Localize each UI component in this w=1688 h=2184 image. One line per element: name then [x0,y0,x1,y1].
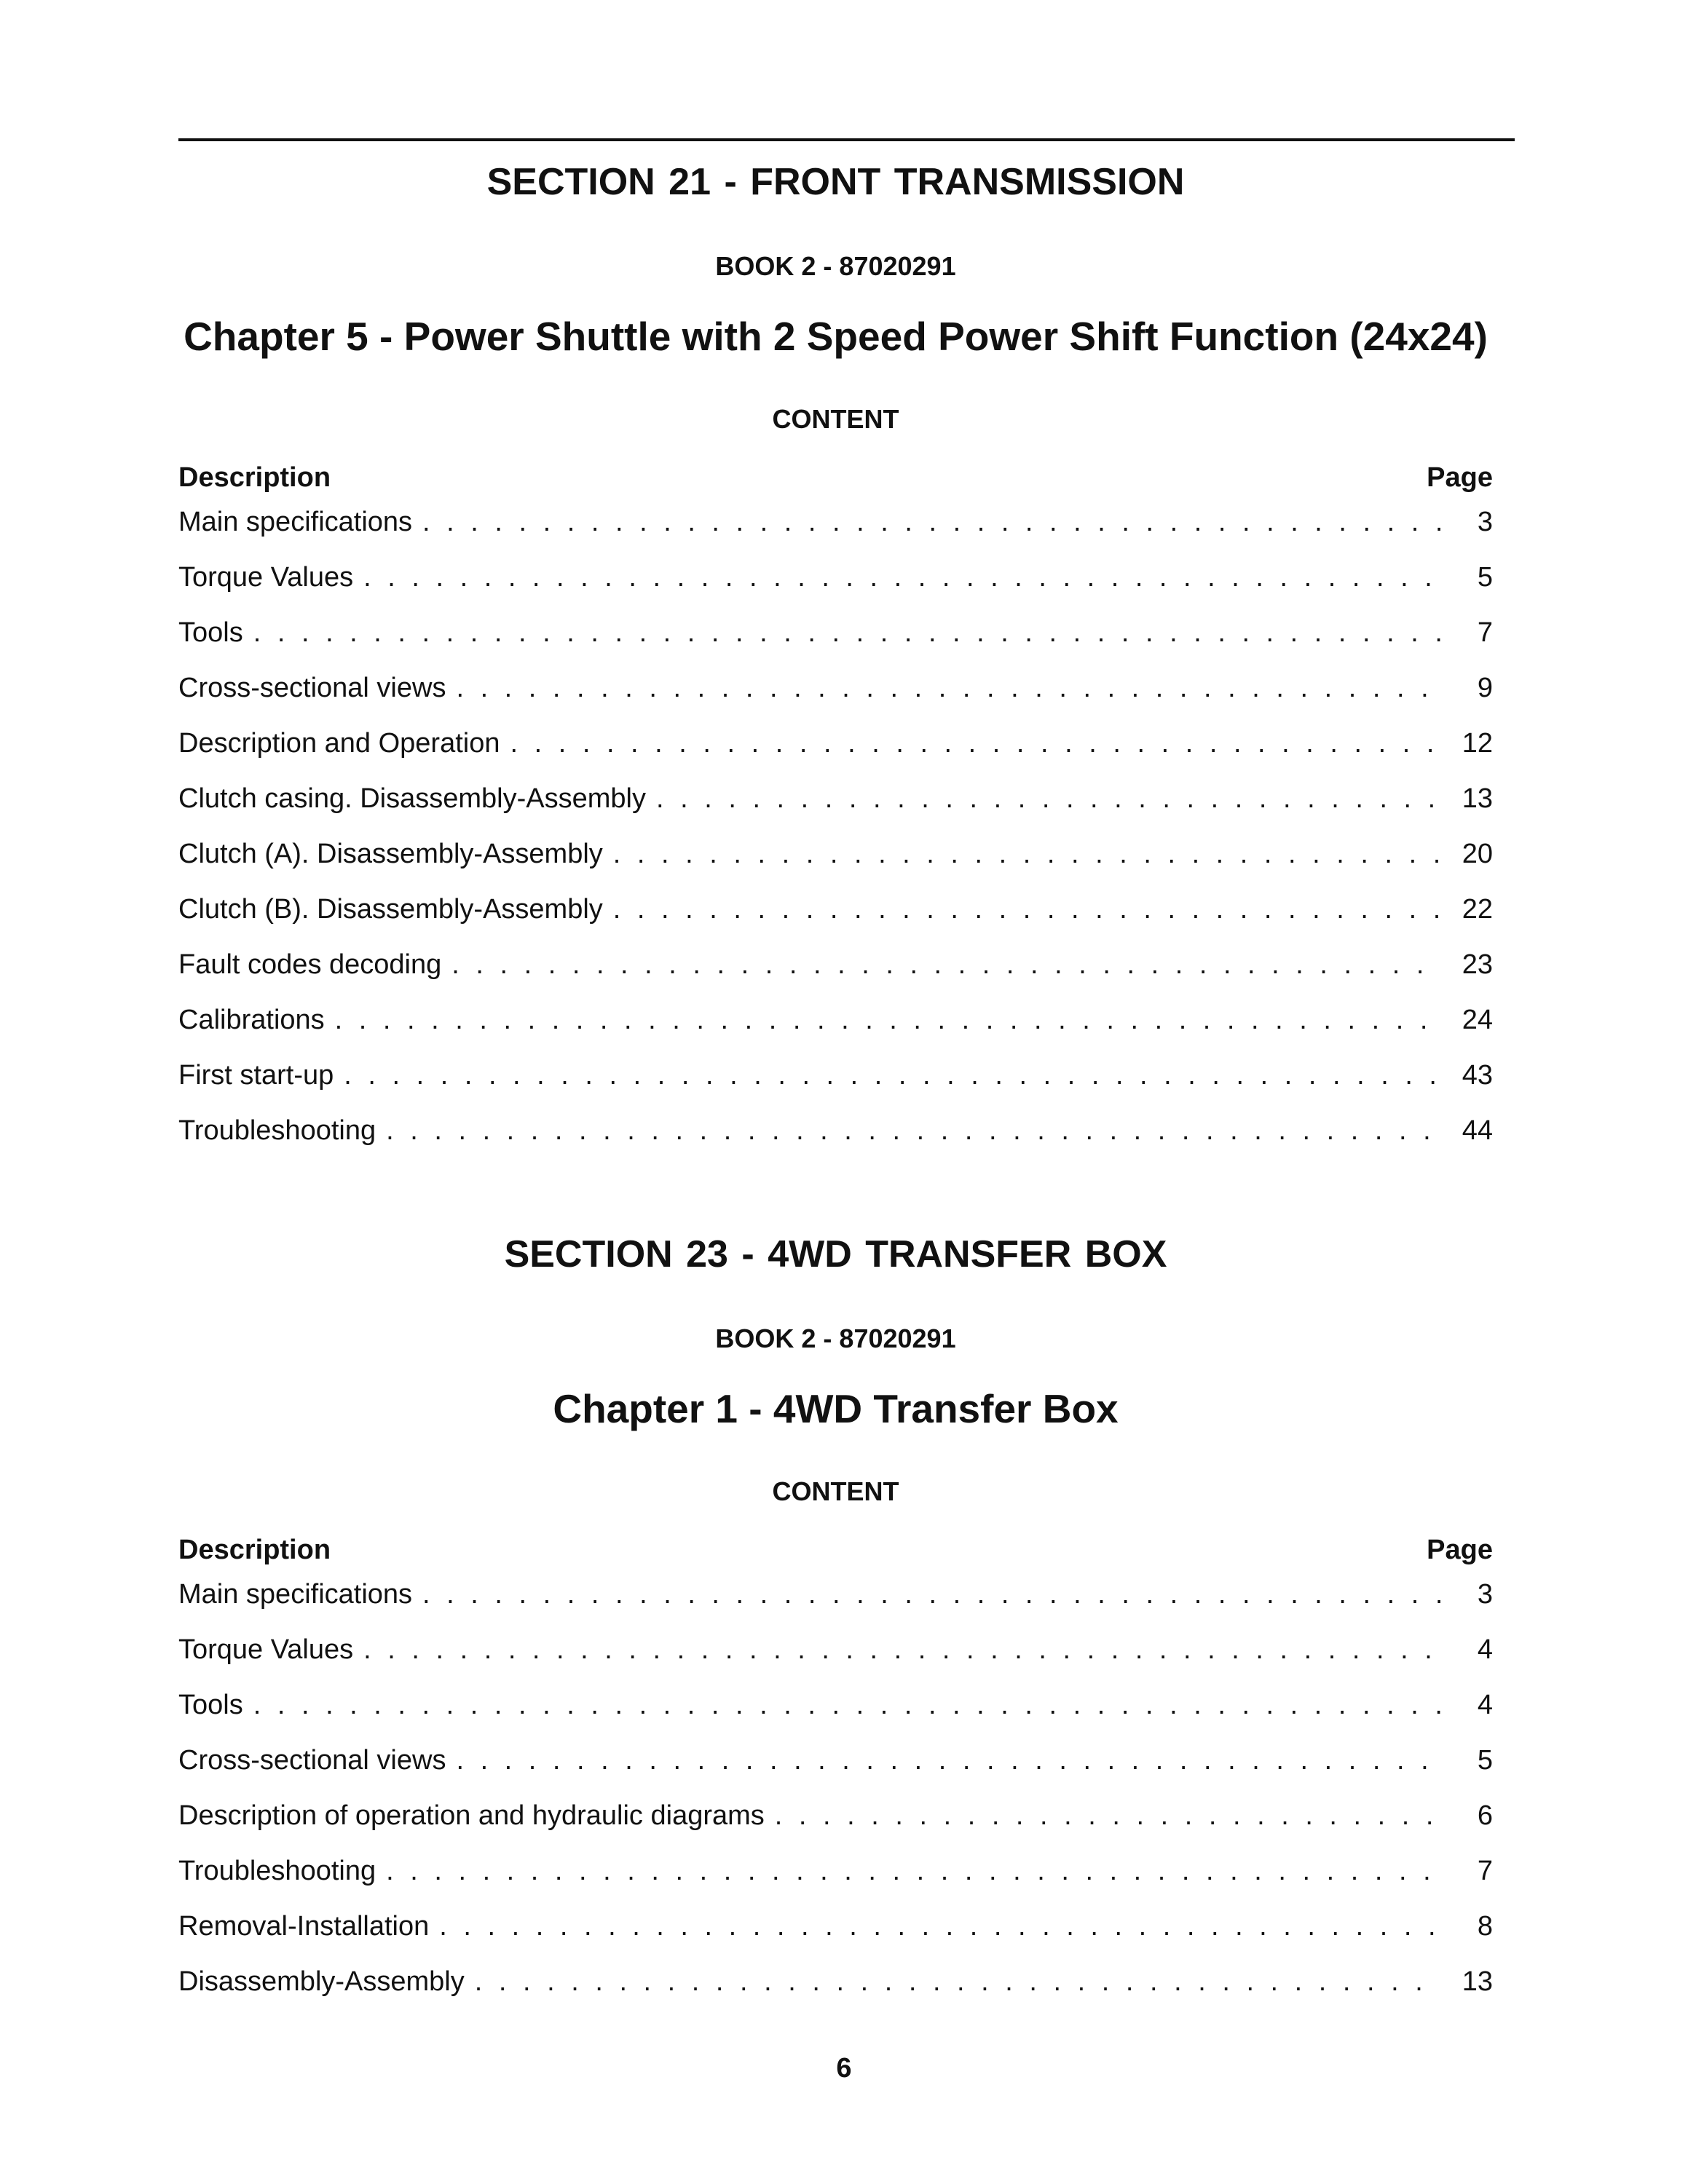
toc-entry-page: 7 [1477,617,1493,648]
dot-leader [253,617,1440,649]
book-title: BOOK 2 - 87020291 [715,251,956,281]
toc-entry [178,562,1493,617]
toc-list [178,1579,1493,2022]
toc-entry-page: 43 [1462,1060,1493,1091]
dot-leader [510,728,1440,759]
toc-entry [178,783,1493,839]
toc-entry-page: 6 [1477,1800,1493,1831]
toc-entry-title: Description and Operation [178,728,500,759]
book-title: BOOK 2 - 87020291 [715,1324,956,1353]
toc-entry [178,1005,1493,1060]
toc-entry-title: Removal-Installation [178,1911,430,1942]
section-title: SECTION 21 - FRONT TRANSMISSION [486,161,1185,203]
toc-entry-title: Torque Values [178,562,354,593]
content-heading: CONTENT [772,1476,899,1506]
dot-leader [386,1115,1440,1147]
toc-entry-title: Cross-sectional views [178,673,446,703]
dot-leader [475,1966,1440,1998]
toc-entry [178,1856,1493,1911]
toc-entry [178,949,1493,1005]
toc-entry [178,507,1493,562]
section-title: SECTION 23 - 4WD TRANSFER BOX [504,1233,1167,1275]
toc-entry [178,1911,1493,1966]
toc-entry [178,728,1493,783]
toc-entry-page: 44 [1462,1115,1493,1146]
toc-entry [178,1690,1493,1745]
chapter-title: Chapter 1 - 4WD Transfer Box [553,1386,1119,1431]
dot-leader [613,839,1440,870]
toc-entry-title: Fault codes decoding [178,949,442,980]
toc-entry-title: Torque Values [178,1634,354,1665]
toc-entry [178,1745,1493,1800]
toc-entry-title: Calibrations [178,1005,325,1035]
toc-entry-page: 5 [1477,1745,1493,1776]
toc-entry-title: Clutch (A). Disassembly-Assembly [178,839,603,869]
toc-entry-page: 3 [1477,1579,1493,1610]
toc-entry-title: Troubleshooting [178,1856,376,1886]
toc-entry-page: 13 [1462,1966,1493,1997]
toc-entry-page: 12 [1462,728,1493,759]
toc-entry-title: Troubleshooting [178,1115,376,1146]
toc-entry-title: Clutch (B). Disassembly-Assembly [178,894,603,925]
toc-entry-title: Tools [178,1690,243,1720]
dot-leader [386,1856,1440,1887]
toc-entry-title: Clutch casing. Disassembly-Assembly [178,783,646,814]
toc-entry-title: Cross-sectional views [178,1745,446,1776]
dot-leader [422,507,1440,538]
toc-entry-page: 3 [1477,507,1493,537]
dot-leader [456,673,1440,704]
page-column-header: Page [1427,1535,1493,1565]
page-number: 6 [836,2053,852,2084]
toc-entry-page: 4 [1477,1690,1493,1720]
toc-entry-title: First start-up [178,1060,334,1091]
toc-entry-page: 8 [1477,1911,1493,1942]
dot-leader [451,949,1440,981]
toc-entry-title: Main specifications [178,507,413,537]
dot-leader [422,1579,1440,1610]
toc-list [178,507,1493,1171]
dot-leader [335,1005,1440,1036]
dot-leader [656,783,1440,815]
toc-entry-title: Disassembly-Assembly [178,1966,465,1997]
toc-entry-page: 24 [1462,1005,1493,1035]
page-column-header: Page [1427,462,1493,493]
toc-entry [178,1060,1493,1115]
toc-entry [178,1966,1493,2022]
toc-entry [178,1115,1493,1171]
toc-entry-page: 4 [1477,1634,1493,1665]
toc-entry-page: 23 [1462,949,1493,980]
toc-entry-page: 13 [1462,783,1493,814]
dot-leader [344,1060,1440,1091]
toc-entry [178,617,1493,673]
toc-entry-page: 9 [1477,673,1493,703]
content-heading: CONTENT [772,404,899,434]
toc-entry [178,1634,1493,1690]
dot-leader [775,1800,1440,1832]
toc-entry-page: 22 [1462,894,1493,925]
dot-leader [439,1911,1440,1942]
toc-entry [178,1579,1493,1634]
toc-entry [178,839,1493,894]
toc-entry-page: 7 [1477,1856,1493,1886]
dot-leader [613,894,1440,925]
toc-entry-page: 20 [1462,839,1493,869]
description-column-header: Description [178,1535,331,1565]
toc-entry [178,1800,1493,1856]
toc-entry-title: Description of operation and hydraulic diagrams [178,1800,765,1831]
description-column-header: Description [178,462,331,493]
dot-leader [363,1634,1440,1666]
toc-entry-title: Tools [178,617,243,648]
toc-entry-title: Main specifications [178,1579,413,1610]
dot-leader [253,1690,1440,1721]
toc-entry-page: 5 [1477,562,1493,593]
toc-entry [178,673,1493,728]
dot-leader [456,1745,1440,1776]
dot-leader [363,562,1440,593]
chapter-title: Chapter 5 - Power Shuttle with 2 Speed Power Shift Function (24x24) [184,314,1488,359]
toc-entry [178,894,1493,949]
top-rule [178,138,1515,141]
